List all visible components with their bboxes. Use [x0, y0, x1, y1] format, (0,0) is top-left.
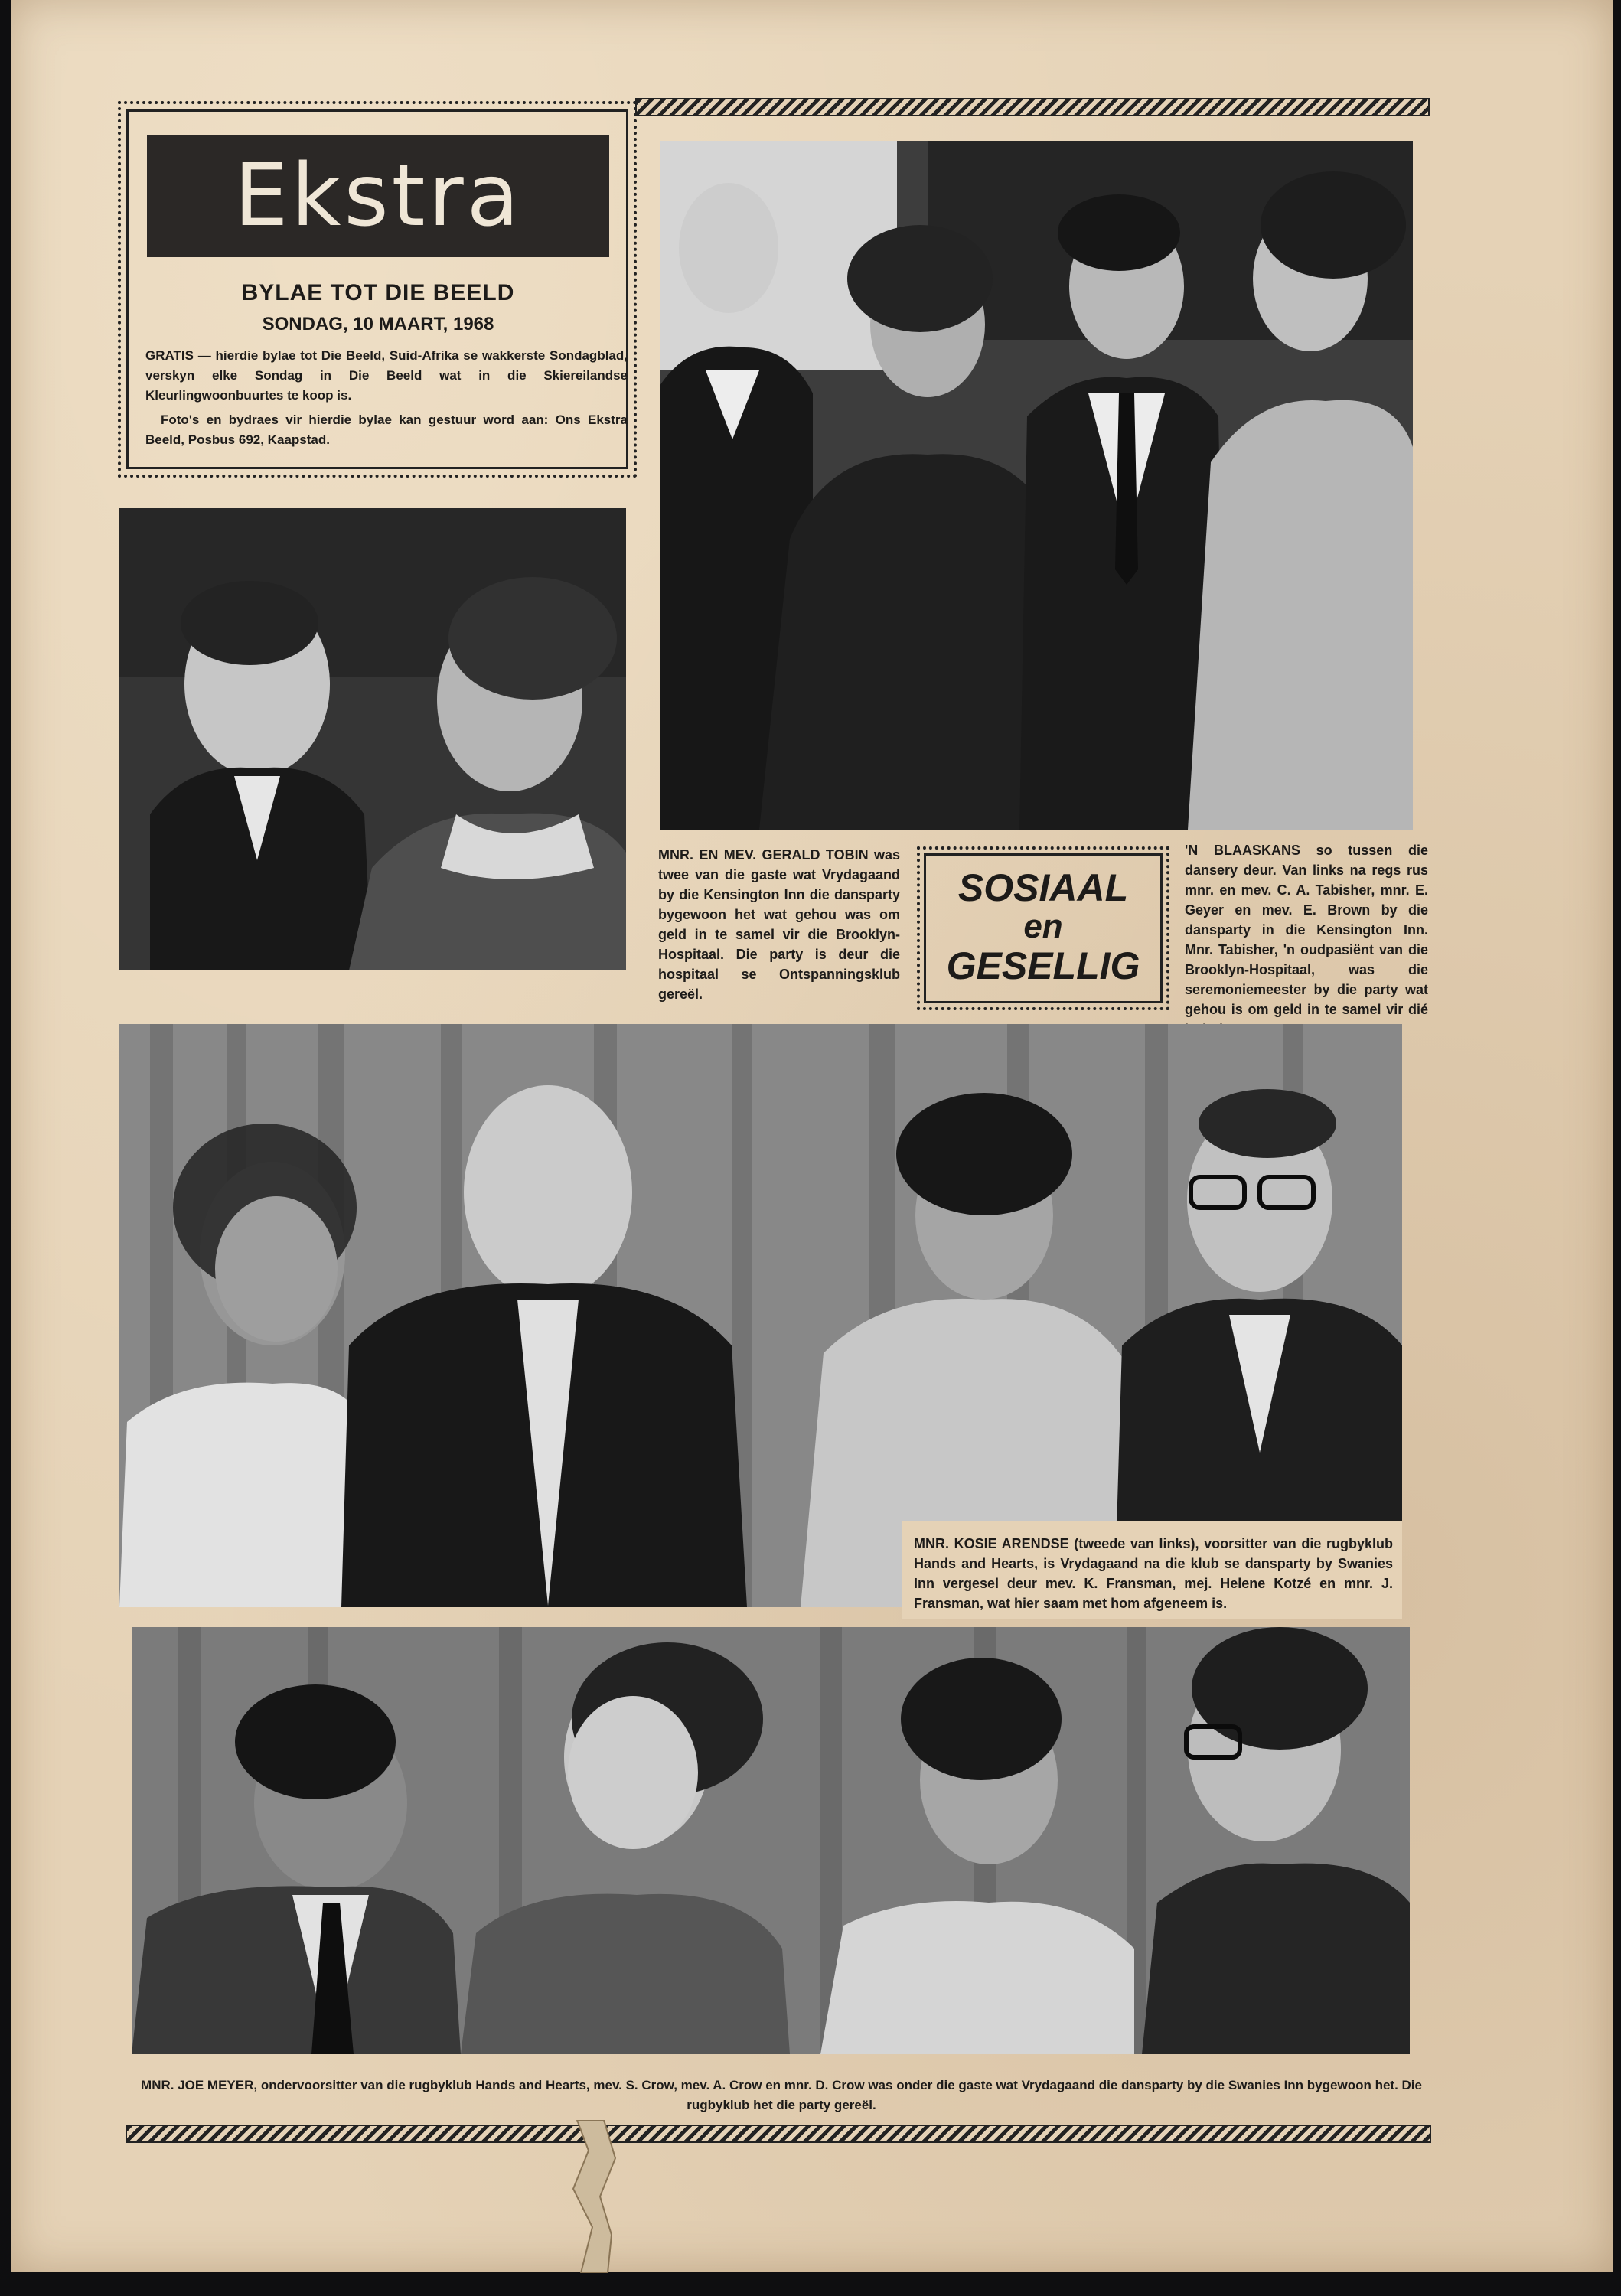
supplement-title: BYLAE TOT DIE BEELD: [241, 280, 515, 305]
caption-meyer: MNR. JOE MEYER, ondervoorsitter van die rugbyklub Hands and Hearts, mev. S. Crow, mev. A. Crow en mnr. D. Crow was onder die gaste wat Vrydagaand die dansparty by die Swanies Inn bygewoon het. Die rugbyklub het die party gereël.: [141, 2078, 1422, 2112]
photo-tabisher-illustration: [660, 141, 1413, 830]
photo-tobin-illustration: [119, 508, 626, 970]
section-title-line1: SOSIAAL: [957, 866, 1129, 909]
photo-tabisher-group: [660, 141, 1413, 830]
section-title-line2: en: [1023, 908, 1063, 945]
photo-tobin-couple: [119, 508, 626, 970]
photo-meyer-group: [132, 1627, 1410, 2054]
photo-meyer-illustration: [132, 1627, 1410, 2054]
page-tear: [546, 2120, 638, 2273]
caption-blaaskans: 'N BLAASKANS so tussen die dansery deur. Van links na regs rus mnr. en mev. C. A. Tabisher, mnr. E. Geyer en mev. E. Brown by die dansparty in die Kensington Inn. Mnr. Tabisher, 'n oudpasiënt van die Brooklyn-Hospitaal, was die seremoniemeester by die party wat gehou is om geld in te samel vir dié: [1185, 843, 1428, 1017]
caption-arendse: MNR. KOSIE ARENDSE (tweede van links), voorsitter van die rugbyklub Hands and Hearts, is Vrydagaand na die klub se dansparty by Swanies Inn vergesel deur mev. K. Fransman, mej. Helene Kotzé en mnr. J. Fransman, wat hier saam met hom afgeneem is.: [914, 1536, 1393, 1611]
photo-arendse-illustration: [119, 1024, 1402, 1607]
photo-arendse-group: [119, 1024, 1402, 1607]
submissions-paragraph: Foto's en bydraes vir hierdie bylae kan gestuur word aan: Ons Ekstra Beeld, Posbus 692, Kaapstad.: [145, 413, 628, 447]
section-title-box: [917, 846, 1169, 1010]
bottom-rule: [126, 2125, 1431, 2143]
newspaper-page: [11, 0, 1613, 2272]
masthead-title: Ekstra: [147, 135, 609, 257]
top-rule: [635, 98, 1430, 116]
section-title-line3: GESELLIG: [946, 944, 1140, 987]
issue-date: SONDAG, 10 MAART, 1968: [262, 314, 494, 334]
caption-tobin: MNR. EN MEV. GERALD TOBIN was twee van die gaste wat Vrydagaand by die Kensington Inn die dansparty bygewoon het wat gehou was om geld in te samel vir die Brooklyn-Hospitaal. Die party is deur die hospitaal se Ontspanningsklub gereël.: [658, 847, 900, 1002]
intro-paragraph: GRATIS — hierdie bylae tot Die Beeld, Suid-Afrika se wakkerste Sondagblad, verskyn elke Sondag in Die Beeld wat in die Skiereilandse Kleurlingwoonbuurtes te koop is.: [145, 348, 628, 403]
